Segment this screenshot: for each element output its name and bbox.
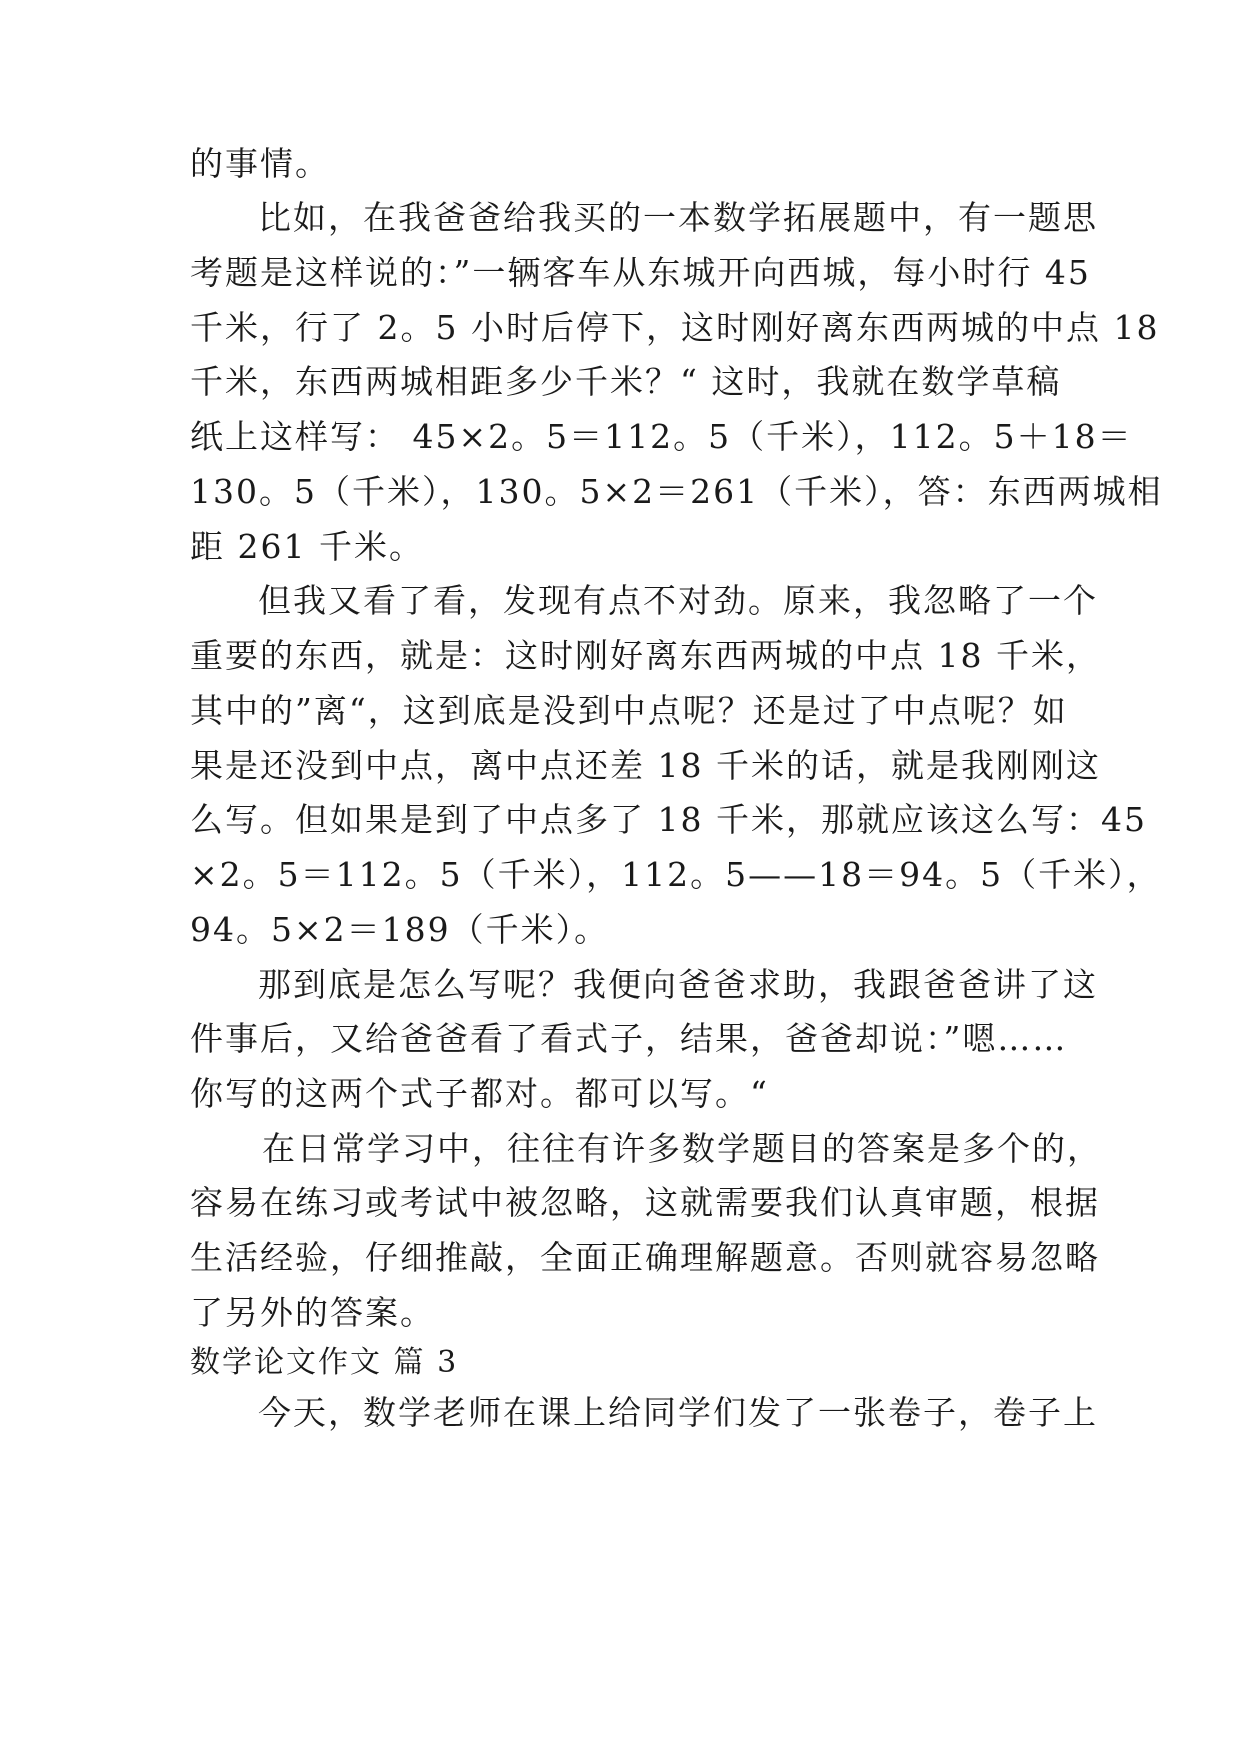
text-line: 千米，行了 2。5 小时后停下，这时刚好离东西两城的中点 18 [190, 308, 1160, 347]
text-line: 果是还没到中点，离中点还差 18 千米的话，就是我刚刚这 [190, 746, 1101, 785]
paragraph-start-line: 那到底是怎么写呢？我便向爸爸求助，我跟爸爸讲了这 [258, 965, 1098, 1004]
text-line: 距 261 千米。 [190, 527, 424, 566]
text-line: 130。5（千米），130。5×2＝261（千米），答：东西两城相 [190, 472, 1163, 511]
text-line: 其中的”离“，这到底是没到中点呢？还是过了中点呢？如 [190, 691, 1068, 730]
text-line: 你写的这两个式子都对。都可以写。“ [190, 1074, 769, 1113]
text-line: 容易在练习或考试中被忽略，这就需要我们认真审题，根据 [190, 1183, 1100, 1222]
text-line: 94。5×2＝189（千米）。 [190, 910, 610, 949]
text-line: 纸上这样写： 45×2。5＝112。5（千米），112。5＋18＝ [190, 417, 1133, 456]
text-line: 的事情。 [190, 144, 330, 183]
paragraph-start-line: 比如，在我爸爸给我买的一本数学拓展题中，有一题思 [258, 198, 1098, 237]
text-line: 了另外的答案。 [190, 1293, 435, 1332]
text-line: 生活经验，仔细推敲，全面正确理解题意。否则就容易忽略 [190, 1238, 1100, 1277]
text-line: 么写。但如果是到了中点多了 18 千米，那就应该这么写：45 [190, 800, 1147, 839]
paragraph-start-line: 今天，数学老师在课上给同学们发了一张卷子，卷子上 [258, 1393, 1098, 1432]
paragraph-start-line: 但我又看了看，发现有点不对劲。原来，我忽略了一个 [258, 581, 1098, 620]
section-heading: 数学论文作文 篇 3 [190, 1345, 459, 1380]
text-line: ×2。5＝112。5（千米），112。5——18＝94。5（千米）， [190, 855, 1162, 894]
text-line: 重要的东西，就是：这时刚好离东西两城的中点 18 千米， [190, 636, 1101, 675]
paragraph-start-line: 在日常学习中，往往有许多数学题目的答案是多个的， [262, 1129, 1102, 1168]
text-line: 件事后，又给爸爸看了看式子，结果，爸爸却说：”嗯…… [190, 1019, 1068, 1058]
text-line: 考题是这样说的：”一辆客车从东城开向西城，每小时行 45 [190, 253, 1091, 292]
text-line: 千米，东西两城相距多少千米？“ 这时，我就在数学草稿 [190, 362, 1062, 401]
